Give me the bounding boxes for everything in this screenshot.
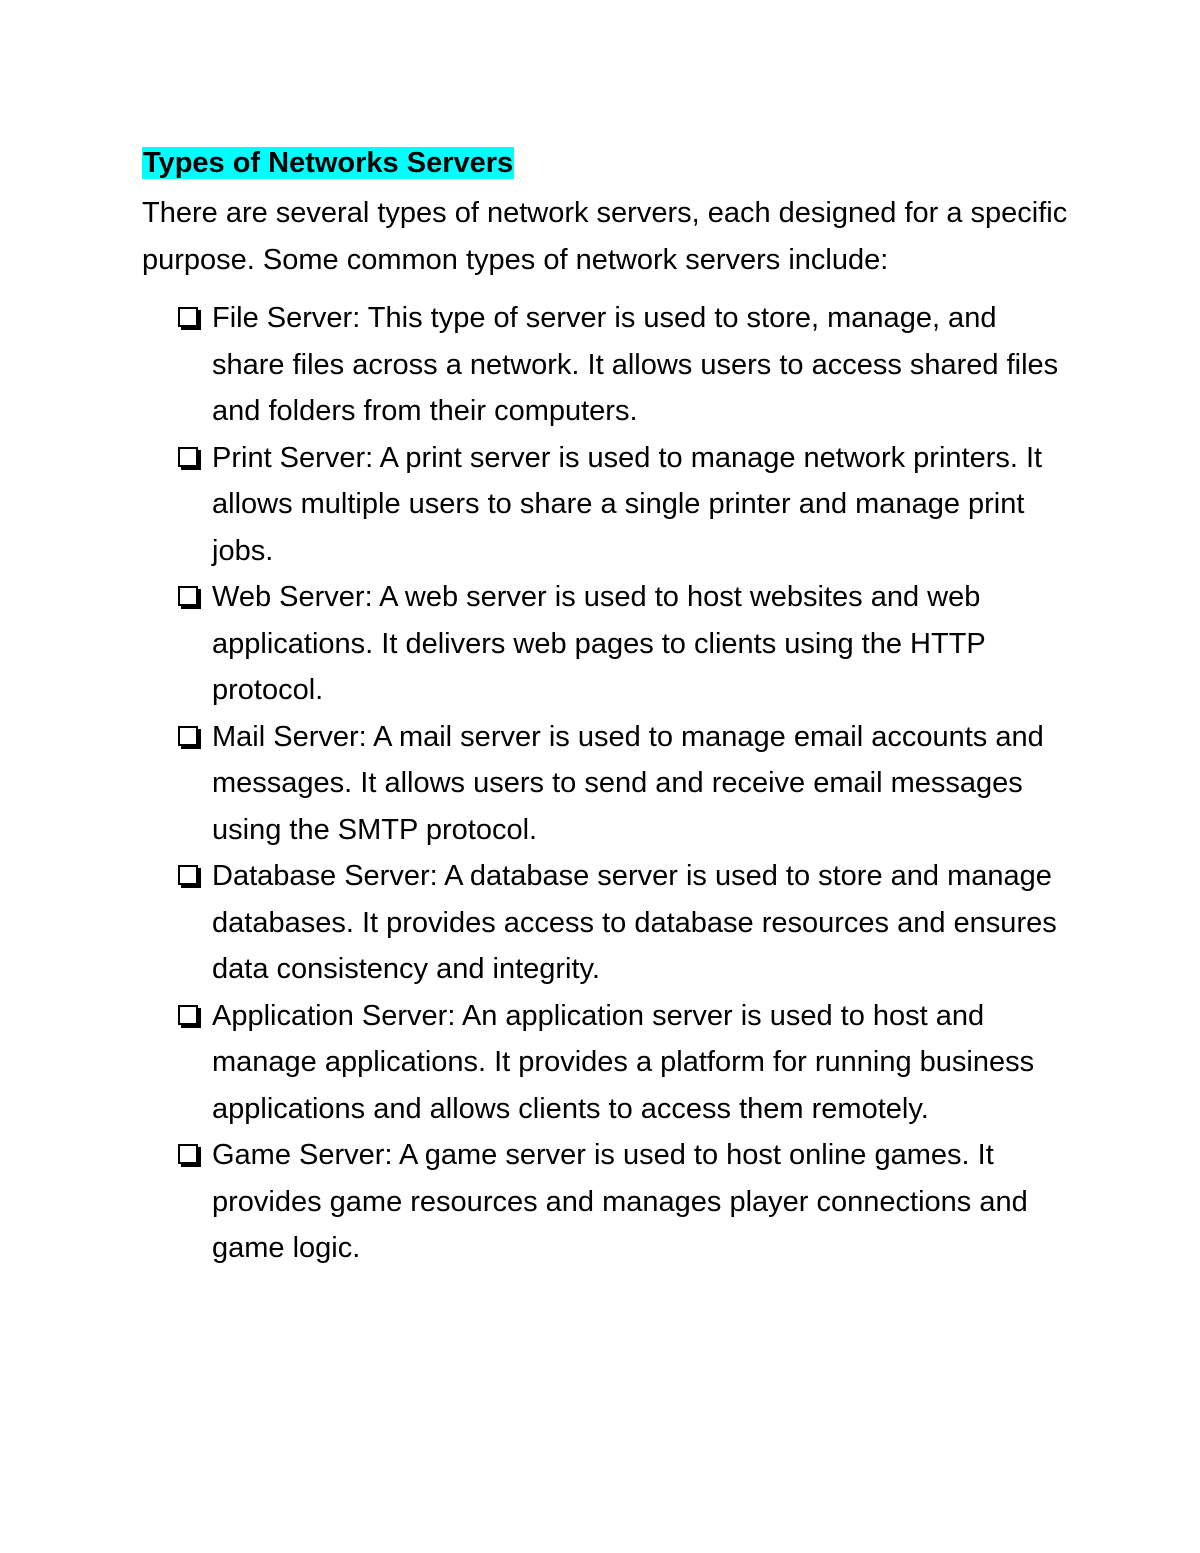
list-item bbox=[212, 574, 1072, 714]
checkbox-icon bbox=[178, 447, 198, 467]
checkbox-icon bbox=[178, 865, 198, 885]
list-item-text: Mail Server: A mail server is used to manage email accounts and messages. It allows users to send and receive email messages using the SMTP protocol. bbox=[212, 720, 1044, 846]
list-item-text: Game Server: A game server is used to host online games. It provides game resources and manages player connections and game logic. bbox=[212, 1139, 1028, 1264]
list-item bbox=[212, 993, 1072, 1133]
checkbox-icon bbox=[178, 586, 198, 606]
list-item-text: File Server: This type of server is used to store, manage, and share files across a network. It allows users to access shared files and folders from their computers. bbox=[212, 302, 1059, 427]
list-item-text: Application Server: An application server is used to host and manage applications. It provides a platform for running business applications and allows clients to access them remotely. bbox=[212, 999, 1035, 1125]
document-heading bbox=[142, 140, 1072, 186]
list-item-text: Print Server: A print server is used to manage network printers. It allows multiple users to share a single printer and manage print jobs. bbox=[212, 441, 1043, 567]
highlighted-heading-text: Types of Networks Servers bbox=[143, 147, 514, 179]
list-item-text: Web Server: A web server is used to host websites and web applications. It delivers web pages to clients using the HTTP protocol. bbox=[212, 581, 986, 706]
list-item bbox=[212, 853, 1072, 993]
list-item bbox=[212, 714, 1072, 854]
checkbox-icon bbox=[178, 1144, 198, 1164]
server-types-list bbox=[142, 295, 1072, 1272]
document-content bbox=[142, 140, 1072, 1272]
checkbox-icon bbox=[178, 307, 198, 327]
list-item bbox=[212, 1132, 1072, 1272]
checkbox-icon bbox=[178, 1005, 198, 1025]
checkbox-icon bbox=[178, 726, 198, 746]
list-item bbox=[212, 435, 1072, 575]
list-item bbox=[212, 295, 1072, 435]
list-item-text: Database Server: A database server is used to store and manage databases. It provides access to database resources and ensures data consistency and integrity. bbox=[212, 860, 1057, 985]
intro-paragraph: There are several types of network servers, each designed for a specific purpose. Some common types of network servers include: bbox=[142, 197, 1068, 276]
